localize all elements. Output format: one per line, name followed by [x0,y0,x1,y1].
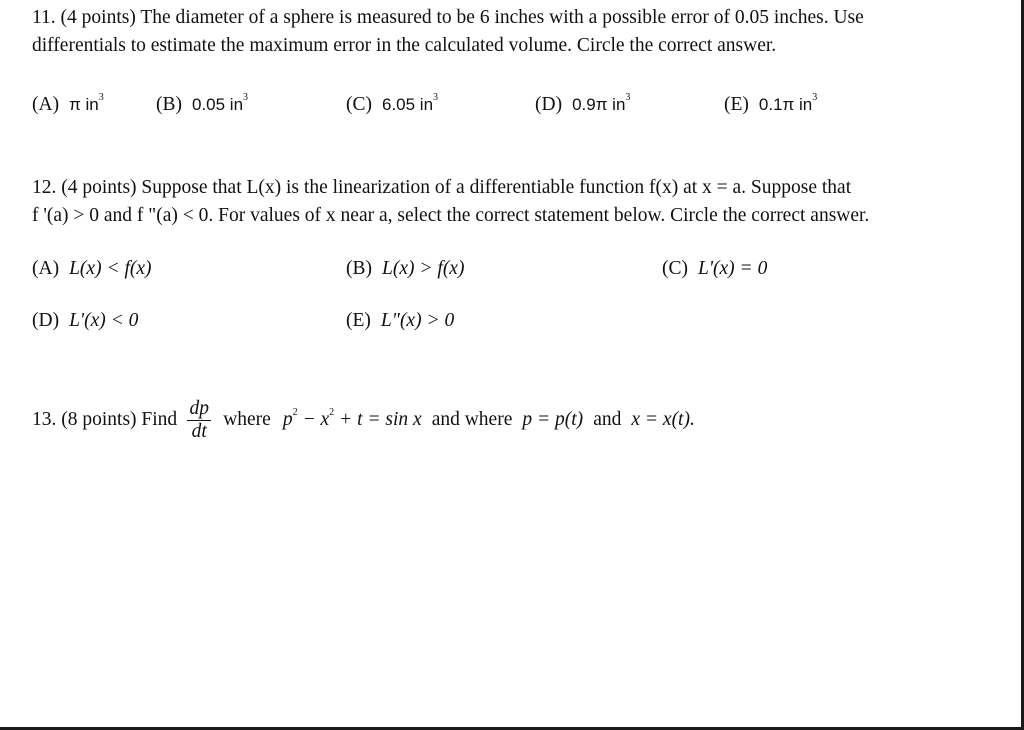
option-label: (C) [346,94,372,115]
option-label: (C) [662,258,688,279]
q13-where: where [223,409,271,430]
option-label: (A) [32,258,60,279]
option-exponent: 3 [243,91,249,103]
q13-eq-x-of-t: x = x(t). [631,409,695,430]
eq-p-exponent: 2 [292,406,298,418]
option-value: L(x) < f(x) [69,258,152,279]
q11-option-a[interactable] [32,92,104,118]
option-label: (E) [724,94,749,115]
q11-option-c[interactable] [346,92,438,118]
q12-option-a[interactable] [32,256,152,282]
q11-option-b[interactable] [156,92,248,118]
eq-x-exponent: 2 [329,406,335,418]
eq-rest: + t = sin x [334,409,422,430]
option-value: L(x) > f(x) [382,258,465,279]
option-exponent: 3 [625,91,631,103]
q12-text-line2: f '(a) > 0 and f "(a) < 0. For values of x near a, select the correct statement below. Circle the correct answer. [32,205,870,226]
q11-text-line1: 11. (4 points) The diameter of a sphere is measured to be 6 inches with a possible error of 0.05 inches. Use [32,7,864,28]
option-label: (B) [346,258,372,279]
derivative-fraction [187,398,211,443]
q11-option-d[interactable] [535,92,630,118]
option-value: L'(x) = 0 [698,258,768,279]
q13-text [32,396,695,444]
eq-minus-x: − x [297,409,330,430]
option-exponent: 3 [433,91,439,103]
option-value: L'(x) < 0 [69,310,139,331]
eq-p: p [282,409,293,430]
q11-option-e[interactable] [724,92,817,118]
fraction-denominator: dt [191,420,207,442]
q13-and-where: and where [431,409,513,430]
option-value: 0.1π in [758,95,813,114]
option-value: 0.9π in [572,95,626,114]
option-value: 6.05 in [382,95,434,114]
q13-eq-p-of-t: p = p(t) [522,409,584,430]
q11-text-line2: differentials to estimate the maximum error in the calculated volume. Circle the correct answer. [32,35,777,56]
option-exponent: 3 [98,91,104,103]
option-value: L"(x) > 0 [380,310,455,331]
option-value: π in [69,95,99,114]
q12-option-c[interactable] [662,256,767,282]
q13-and: and [593,409,622,430]
option-label: (E) [346,310,371,331]
q12-text-line1: 12. (4 points) Suppose that L(x) is the linearization of a differentiable function f(x) at x = a. Suppose that [32,177,852,198]
q12-option-b[interactable] [346,256,464,282]
fraction-numerator: dp [189,397,209,419]
option-value: 0.05 in [192,95,244,114]
q12-option-e[interactable] [346,308,454,334]
q12-option-d[interactable] [32,308,138,334]
option-label: (A) [32,94,60,115]
option-label: (D) [535,94,563,115]
option-exponent: 3 [812,91,818,103]
q13-equation [282,406,422,431]
q13-prefix: 13. (8 points) Find [32,409,178,430]
option-label: (B) [156,94,182,115]
option-label: (D) [32,310,60,331]
